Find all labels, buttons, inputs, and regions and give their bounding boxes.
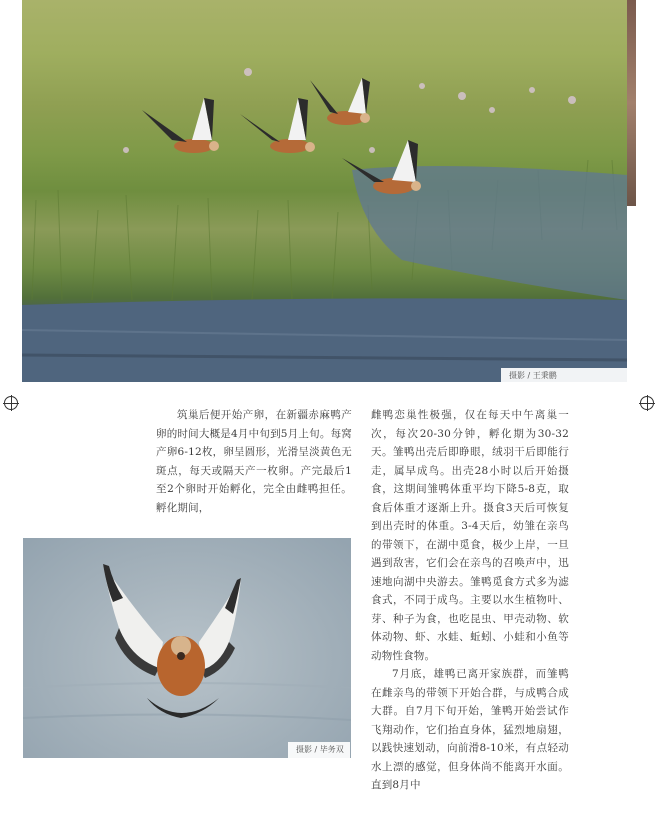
flying-duck-2 (240, 98, 315, 153)
marsh-scene-illustration (22, 0, 627, 382)
flying-duck-1 (142, 98, 219, 153)
flying-duck-4 (342, 140, 421, 194)
registration-mark-icon (640, 396, 654, 410)
bottom-photo-credit: 摄影 / 毕务双 (288, 742, 350, 758)
article-paragraph: 7月底，雄鸭已离开家族群，而雏鸭在雌亲鸟的带领下开始合群，与成鸭合成大群。自7月下旬开始，雏鸭开始尝试作飞翔动作，它们抬直身体，猛烈地扇翅，以践快速划动，向前滑8-10米，有点轻动水上漂的感觉，但身体尚不能离开水面。直到8月中 (371, 668, 569, 791)
top-photo (22, 0, 627, 382)
top-photo-credit: 摄影 / 王秉鹏 (501, 368, 627, 384)
landing-duck-illustration (23, 538, 351, 758)
article-paragraph: 雌鸭恋巢性极强，仅在每天中午离巢一次，每次20-30分钟，孵化期为30-32天。雏鸭出壳后即睁眼，绒羽干后即能行走，属早成鸟。出壳28小时以后开始摄食，这期间雏鸭体重平均下降5-8克，取食后体重才逐渐上升。摄食3天后可恢复到出壳时的体重。3-4天后，幼雏在亲鸟的带领下，在湖中觅食，极少上岸，一旦遇到敌害，它们会在亲鸟的召唤声中，迅速地向湖中央游去。雏鸭觅食方式多为滤食式，不同于成鸟。主要以水生植物叶、芽、种子为食，也吃昆虫、甲壳动物、软体动物、虾、水蛙、蚯蚓、小蛙和小鱼等动物性食物。 (371, 409, 569, 662)
registration-mark-icon (4, 396, 18, 410)
article-right-column (371, 406, 569, 795)
article-left-column (156, 406, 352, 517)
bottom-photo (23, 538, 351, 758)
adjacent-page-edge (627, 0, 636, 206)
article-paragraph: 筑巢后便开始产卵，在新疆赤麻鸭产卵的时间大概是4月中旬到5月上旬。每窝产卵6-12枚，卵呈圆形，光滑呈淡黄色无斑点，每天或隔天产一枚卵。产完最后1至2个卵时开始孵化，完全由雌鸭担任。孵化期间， (156, 409, 352, 514)
flying-duck-3 (310, 78, 370, 125)
